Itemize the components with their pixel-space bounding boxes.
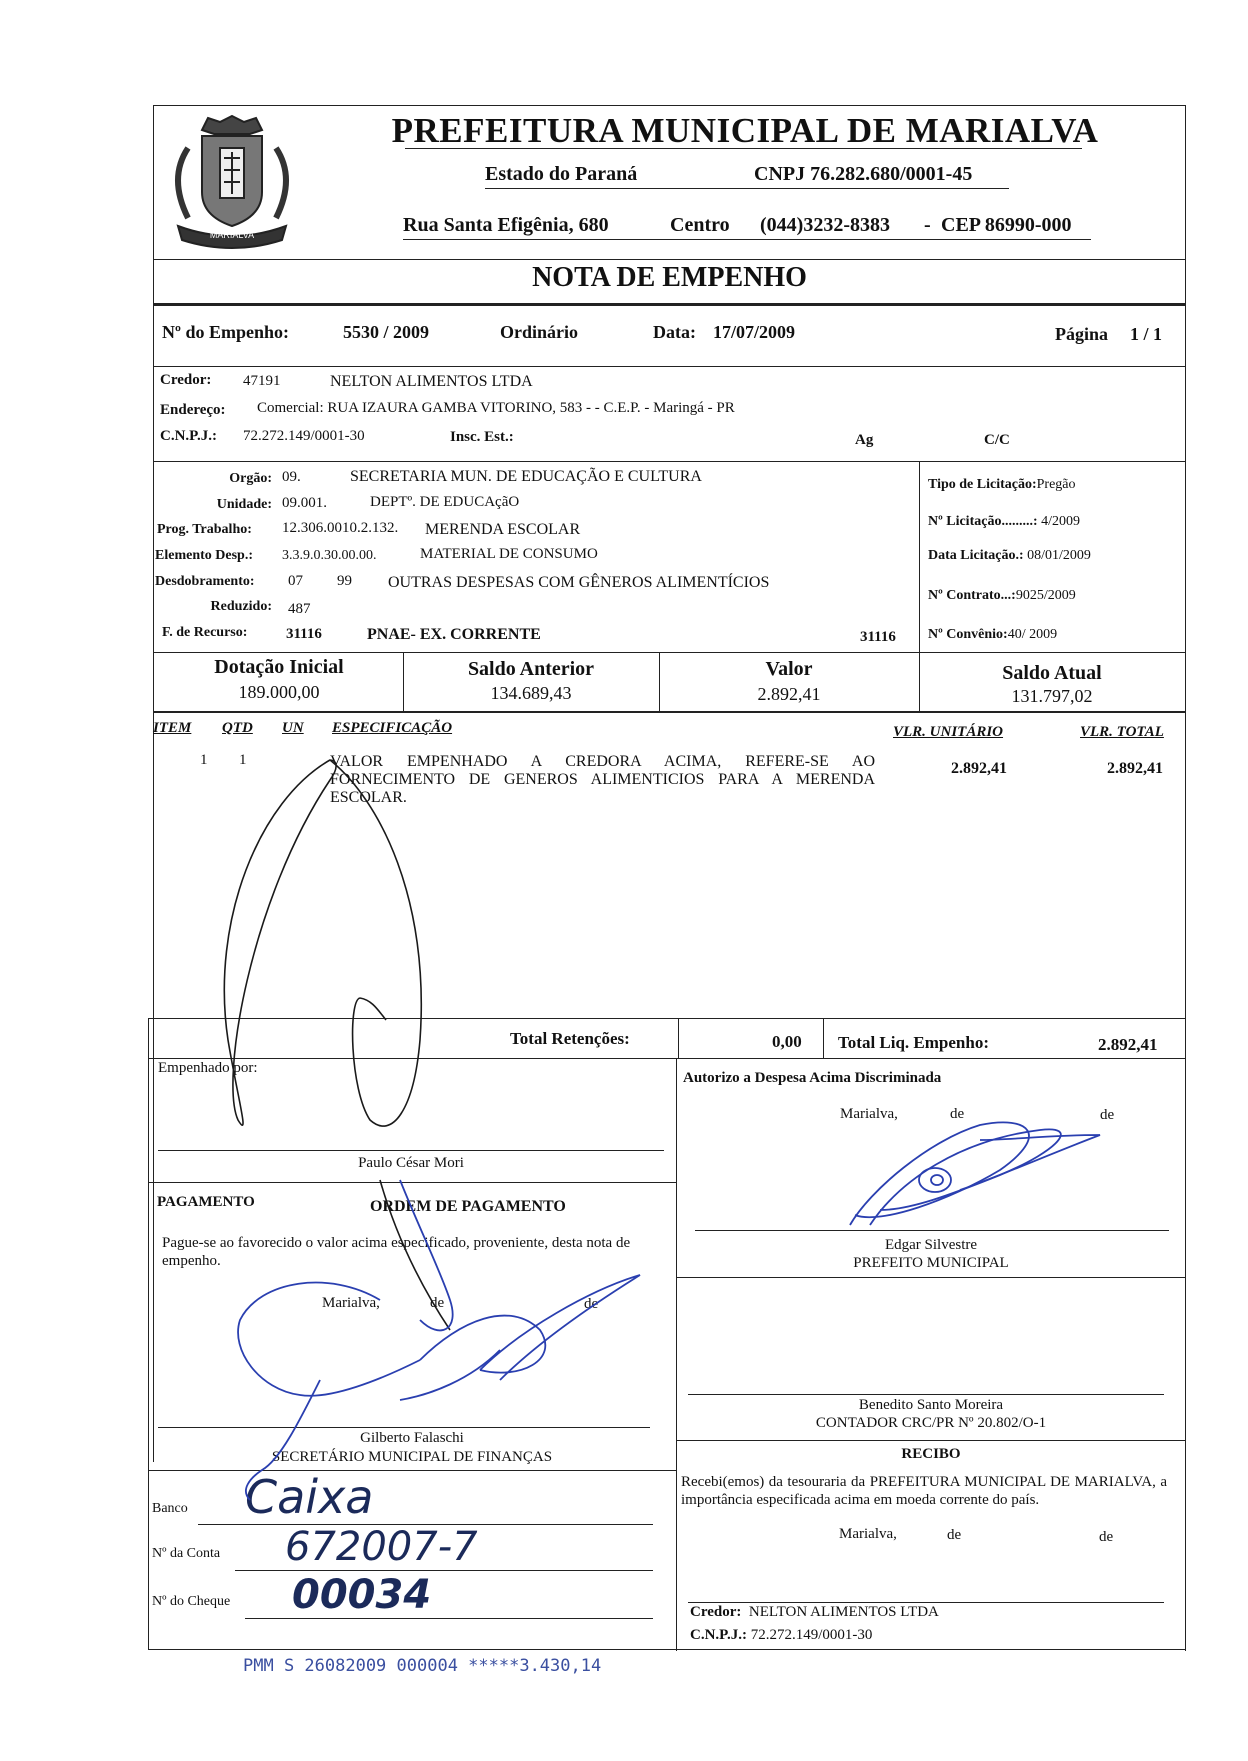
- col-qtd: QTD: [222, 720, 253, 736]
- recibo-cnpj-value: 72.272.149/0001-30: [750, 1627, 873, 1643]
- liq-empenho-value: 2.892,41: [1098, 1035, 1158, 1054]
- page-label: Página: [1055, 324, 1109, 344]
- conta-handwritten: 672007-7: [285, 1524, 478, 1570]
- cnpj-label: CNPJ 76.282.680/0001-45: [754, 163, 973, 185]
- licitacao-tipo: [928, 477, 1076, 493]
- divider: [153, 259, 1186, 260]
- recibo-title: RECIBO: [901, 1446, 961, 1462]
- pagamento-de-2: de: [584, 1296, 599, 1312]
- licitacao-data: [928, 548, 1091, 564]
- signature-line: [688, 1602, 1164, 1603]
- pagamento-city: Marialva,: [322, 1295, 380, 1311]
- recurso-name: PNAE- EX. CORRENTE: [367, 626, 541, 643]
- title-underline: [405, 148, 1082, 149]
- autorizo-de-2: de: [1100, 1107, 1115, 1123]
- doc-title: NOTA DE EMPENHO: [532, 262, 807, 293]
- valor-value: 2.892,41: [757, 684, 821, 704]
- col-vlr-unitario: VLR. UNITÁRIO: [893, 724, 1004, 740]
- recurso-code-2: 31116: [860, 629, 896, 645]
- item-vlr-total: 2.892,41: [1107, 760, 1163, 777]
- credor-cnpj: 72.272.149/0001-30: [243, 428, 365, 444]
- saldo-anterior-value: 134.689,43: [490, 683, 572, 703]
- col-un: UN: [282, 720, 304, 736]
- page-number: 1 / 1: [1130, 324, 1163, 344]
- recibo-credor-name: NELTON ALIMENTOS LTDA: [748, 1604, 939, 1620]
- empenho-date: 17/07/2009: [713, 322, 796, 342]
- prefeito-name: Edgar Silvestre: [884, 1237, 978, 1253]
- recibo-text: Recebi(emos) da tesouraria da PREFEITURA MUNICIPAL DE MARIALVA, a importância especificada acima em moeda corrente do país.: [681, 1474, 1167, 1508]
- retencoes-value: 0,00: [772, 1032, 802, 1051]
- liq-empenho-label: Total Liq. Empenho:: [838, 1033, 989, 1052]
- frame-left-lower: [148, 1018, 149, 1649]
- licitacao-tipo-value: Pregão: [1036, 477, 1076, 492]
- item-number: 1: [200, 752, 208, 768]
- prog-code: 12.306.0010.2.132.: [282, 520, 399, 536]
- item-qtd: 1: [239, 752, 247, 768]
- cheque-line: [245, 1618, 653, 1619]
- orgao-name: SECRETARIA MUN. DE EDUCAÇÃO E CULTURA: [350, 468, 702, 485]
- contador-name: Benedito Santo Moreira: [858, 1397, 1004, 1413]
- divider: [676, 1440, 1186, 1441]
- licitacao-contrato-label: Nº Contrato...:: [928, 588, 1016, 603]
- cheque-label: Nº do Cheque: [152, 1594, 231, 1609]
- credor-name: NELTON ALIMENTOS LTDA: [330, 373, 533, 390]
- address-label: Endereço:: [160, 402, 226, 418]
- frame-top: [153, 105, 1186, 106]
- banco-label: Banco: [152, 1501, 188, 1516]
- retencoes-label: Total Retenções:: [510, 1029, 630, 1048]
- signature-line: [158, 1150, 664, 1151]
- divider: [153, 652, 1186, 653]
- pagamento-text: Pague-se ao favorecido o valor acima especificado, proveniente, desta nota de empenho.: [162, 1235, 631, 1269]
- item-vlr-unitario: 2.892,41: [951, 760, 1007, 777]
- elemento-code: 3.3.9.0.30.00.00.: [282, 548, 377, 563]
- retencoes-divider: [678, 1018, 679, 1058]
- licitacao-numero-label: Nº Licitação.........:: [928, 514, 1038, 529]
- recurso-label: F. de Recurso:: [162, 625, 248, 640]
- desdob-b: 99: [337, 573, 352, 589]
- valor-label: Valor: [765, 658, 813, 680]
- licitacao-tipo-label: Tipo de Licitação:: [928, 477, 1037, 492]
- coat-of-arms-icon: [158, 108, 306, 254]
- licitacao-numero: [928, 514, 1080, 530]
- elemento-label: Elemento Desp.:: [155, 548, 253, 563]
- empenho-number-label: Nº do Empenho:: [162, 322, 289, 342]
- middle-divider: [676, 1058, 677, 1651]
- secretario-role: SECRETÁRIO MUNICIPAL DE FINANÇAS: [271, 1449, 553, 1465]
- empenho-number: 5530 / 2009: [343, 322, 430, 342]
- divider: [148, 1018, 1186, 1019]
- licitacao-contrato-value: 9025/2009: [1015, 588, 1076, 603]
- licitacao-convenio-value: 40/ 2009: [1007, 627, 1058, 642]
- insc-est-label: Insc. Est.:: [450, 429, 514, 445]
- saldo-atual-value: 131.797,02: [1011, 686, 1093, 706]
- empenhado-label: Empenhado por:: [158, 1060, 258, 1076]
- licitacao-convenio-label: Nº Convênio:: [928, 627, 1008, 642]
- divider: [153, 711, 1186, 713]
- page-title: PREFEITURA MUNICIPAL DE MARIALVA: [391, 111, 1099, 150]
- item-description: VALOR EMPENHADO A CREDORA ACIMA, REFERE-SE AO FORNECIMENTO DE GENEROS ALIMENTICIOS PARA A MERENDA ESCOLAR.: [330, 753, 875, 806]
- page: MARIALVA PREFEITURA MUNICIPAL DE MARIALVA Estado do Paraná CNPJ 76.282.680/0001-45 Rua Santa Efigênia, 680 Centro (044)3232-8383 - CEP 86990-000 NOTA DE EMPENHO Nº do Empenho: 5530 / 2009 Ordinário Data: 17/07/2009 Página 1 / 1 Credor: 47191 NELTON ALIMENTOS LTDA Endereço: Comercial: RUA IZAURA GAMBA VITORINO, 583 - - C.E.P. - Maringá - PR C.N.P.J.: 72.272.149/0001-30 Insc. Est.: Ag C/C Orgão: 09. SECRETARIA MUN. DE EDUCAÇÃO E CULTURA Unidade: 09.001. DEPTº. DE EDUCAçãO Prog. Trabalho: 12.306.0010.2.132. MERENDA ESCOLAR Elemento Desp.: 3.3.9.0.30.00.00. MATERIAL DE CONSUMO Desdobramento: 07 99 OUTRAS DESPESAS COM GÊNEROS ALIMENTÍCIOS Reduzido: 487 F. de Recurso: 31116 PNAE- EX. CORRENTE 31116 Tipo de Licitação:Pregão Nº Licitação.........: 4/2009 Data Licitação.: 08/01/2009 Nº Contrato...:9025/2009 Nº Convênio:40/ 2009 Dotação Inicial 189.000,00 Saldo Anterior 134.689,43 Valor 2.892,41 Saldo Atual 131.797,02 ITEM QTD UN ESPECIFICAÇÃO VLR. UNITÁRIO VLR. TOTAL 1 1 VALOR EMPENHADO A CREDORA ACIMA, REFERE-SE AO FORNECIMENTO DE GENEROS ALIMENTICIOS PARA A MERENDA ESCOLAR. 2.892,41 2.892,41 Total Retenções: 0,00 Total Liq. Empenho: 2.892,41 Empenhado por: Paulo César Mori Autorizo a Despesa Acima Discriminada Marialva, de de Edgar Silvestre PREFEITO MUNICIPAL PAGAMENTO ORDEM DE PAGAMENTO Pague-se ao favorecido o valor acima especificado, proveniente, desta nota de empenho. Marialva, de de Gilberto Falaschi SECRETÁRIO MUNICIPAL DE FINANÇAS Benedito Santo Moreira CONTADOR CRC/PR Nº 20.802/O-1 RECIBO Recebi(emos) da tesouraria da PREFEITURA MUNICIPAL DE MARIALVA, a importância especificada acima em moeda corrente do país. Marialva, de de Credor: NELTON ALIMENTOS LTDA C.N.P.J.: 72.272.149/0001-30 Banco Nº da Conta Nº do Cheque Caixa 672007-7 00034 PMM S 26082009 000004 *****3.430,14: [0, 0, 1248, 1761]
- prefeito-role: PREFEITO MUNICIPAL: [853, 1255, 1009, 1271]
- conta-label: Nº da Conta: [152, 1546, 221, 1561]
- recibo-cnpj: [690, 1627, 872, 1644]
- desdob-label: Desdobramento:: [155, 574, 255, 589]
- prefeito-signature: [850, 1122, 1100, 1225]
- address-district: Centro: [670, 214, 730, 236]
- ordem-pagamento-label: ORDEM DE PAGAMENTO: [370, 1198, 566, 1215]
- cheque-handwritten: 00034: [292, 1572, 432, 1618]
- saldo-anterior-label: Saldo Anterior: [467, 658, 595, 680]
- divider: [148, 1470, 676, 1471]
- credor-code: 47191: [243, 373, 281, 389]
- state-label: Estado do Paraná: [485, 163, 638, 185]
- licitacao-convenio: [928, 627, 1057, 643]
- signature-line: [695, 1230, 1169, 1231]
- divider: [148, 1058, 1186, 1059]
- recibo-de-2: de: [1099, 1529, 1114, 1545]
- retencoes-divider: [823, 1018, 824, 1058]
- state-underline: [485, 188, 1009, 189]
- recibo-cnpj-label: C.N.P.J.:: [690, 1627, 747, 1643]
- recibo-city: Marialva,: [839, 1526, 897, 1542]
- pagamento-de-1: de: [430, 1295, 445, 1311]
- reduzido-label: Reduzido:: [210, 599, 272, 614]
- recibo-credor-label: Credor:: [690, 1604, 742, 1620]
- autorizo-city: Marialva,: [840, 1106, 898, 1122]
- pagamento-label: PAGAMENTO: [157, 1194, 255, 1210]
- frame-left-upper: [153, 105, 154, 1462]
- prog-name: MERENDA ESCOLAR: [425, 521, 581, 538]
- recibo-credor: [690, 1604, 939, 1621]
- dotacao-value: 189.000,00: [238, 682, 320, 702]
- saldo-atual-label: Saldo Atual: [1002, 662, 1102, 684]
- divider: [676, 1277, 1186, 1278]
- coat-of-arms-label: MARIALVA: [209, 230, 255, 240]
- orgao-label: Orgão:: [229, 471, 272, 486]
- address-street: Rua Santa Efigênia, 680: [403, 214, 609, 236]
- recurso-code: 31116: [286, 626, 322, 642]
- unidade-label: Unidade:: [216, 497, 272, 512]
- licitacao-contrato: [928, 588, 1076, 604]
- divider: [153, 303, 1186, 306]
- orgao-code: 09.: [282, 469, 301, 485]
- credor-label: Credor:: [160, 372, 212, 388]
- address-underline: [403, 239, 1091, 240]
- empenho-type: Ordinário: [500, 322, 579, 342]
- cc-label: C/C: [984, 432, 1010, 448]
- reduzido-value: 487: [288, 601, 311, 617]
- frame-bottom: [148, 1649, 1186, 1650]
- divider: [153, 461, 1186, 462]
- empenhado-name: Paulo César Mori: [358, 1155, 464, 1171]
- address-cep: CEP 86990-000: [941, 214, 1072, 236]
- unidade-name: DEPTº. DE EDUCAçãO: [370, 494, 520, 510]
- autorizo-de-1: de: [950, 1106, 965, 1122]
- divider: [148, 1182, 676, 1183]
- prog-label: Prog. Trabalho:: [157, 522, 252, 537]
- autorizo-label: Autorizo a Despesa Acima Discriminada: [683, 1070, 942, 1086]
- desdob-a: 07: [288, 573, 303, 589]
- divider: [153, 366, 1186, 367]
- banco-handwritten: Caixa: [245, 1470, 374, 1524]
- licitacao-data-label: Data Licitação.:: [928, 548, 1024, 563]
- licitacao-data-value: 08/01/2009: [1027, 548, 1091, 563]
- signature-line: [158, 1427, 650, 1428]
- unidade-code: 09.001.: [282, 495, 327, 511]
- licitacao-numero-value: 4/2009: [1041, 514, 1080, 529]
- credor-address: Comercial: RUA IZAURA GAMBA VITORINO, 583 - - C.E.P. - Maringá - PR: [257, 400, 735, 416]
- address-phone: (044)3232-8383: [760, 214, 890, 236]
- ag-label: Ag: [855, 432, 874, 448]
- col-item: ITEM: [153, 720, 192, 736]
- signature-line: [688, 1394, 1164, 1395]
- recibo-de-1: de: [947, 1527, 962, 1543]
- col-especificacao: ESPECIFICAÇÃO: [332, 720, 453, 736]
- dotacao-label: Dotação Inicial: [214, 656, 344, 678]
- desdob-name: OUTRAS DESPESAS COM GÊNEROS ALIMENTÍCIOS: [388, 574, 770, 591]
- contador-role: CONTADOR CRC/PR Nº 20.802/O-1: [815, 1415, 1047, 1431]
- stamp-text: PMM S 26082009 000004 *****3.430,14: [243, 1656, 602, 1676]
- elemento-name: MATERIAL DE CONSUMO: [420, 546, 598, 562]
- conta-line: [235, 1570, 653, 1571]
- credor-cnpj-label: C.N.P.J.:: [160, 428, 217, 444]
- secretario-name: Gilberto Falaschi: [360, 1430, 464, 1446]
- empenho-date-label: Data:: [653, 322, 696, 342]
- col-vlr-total: VLR. TOTAL: [1080, 724, 1164, 740]
